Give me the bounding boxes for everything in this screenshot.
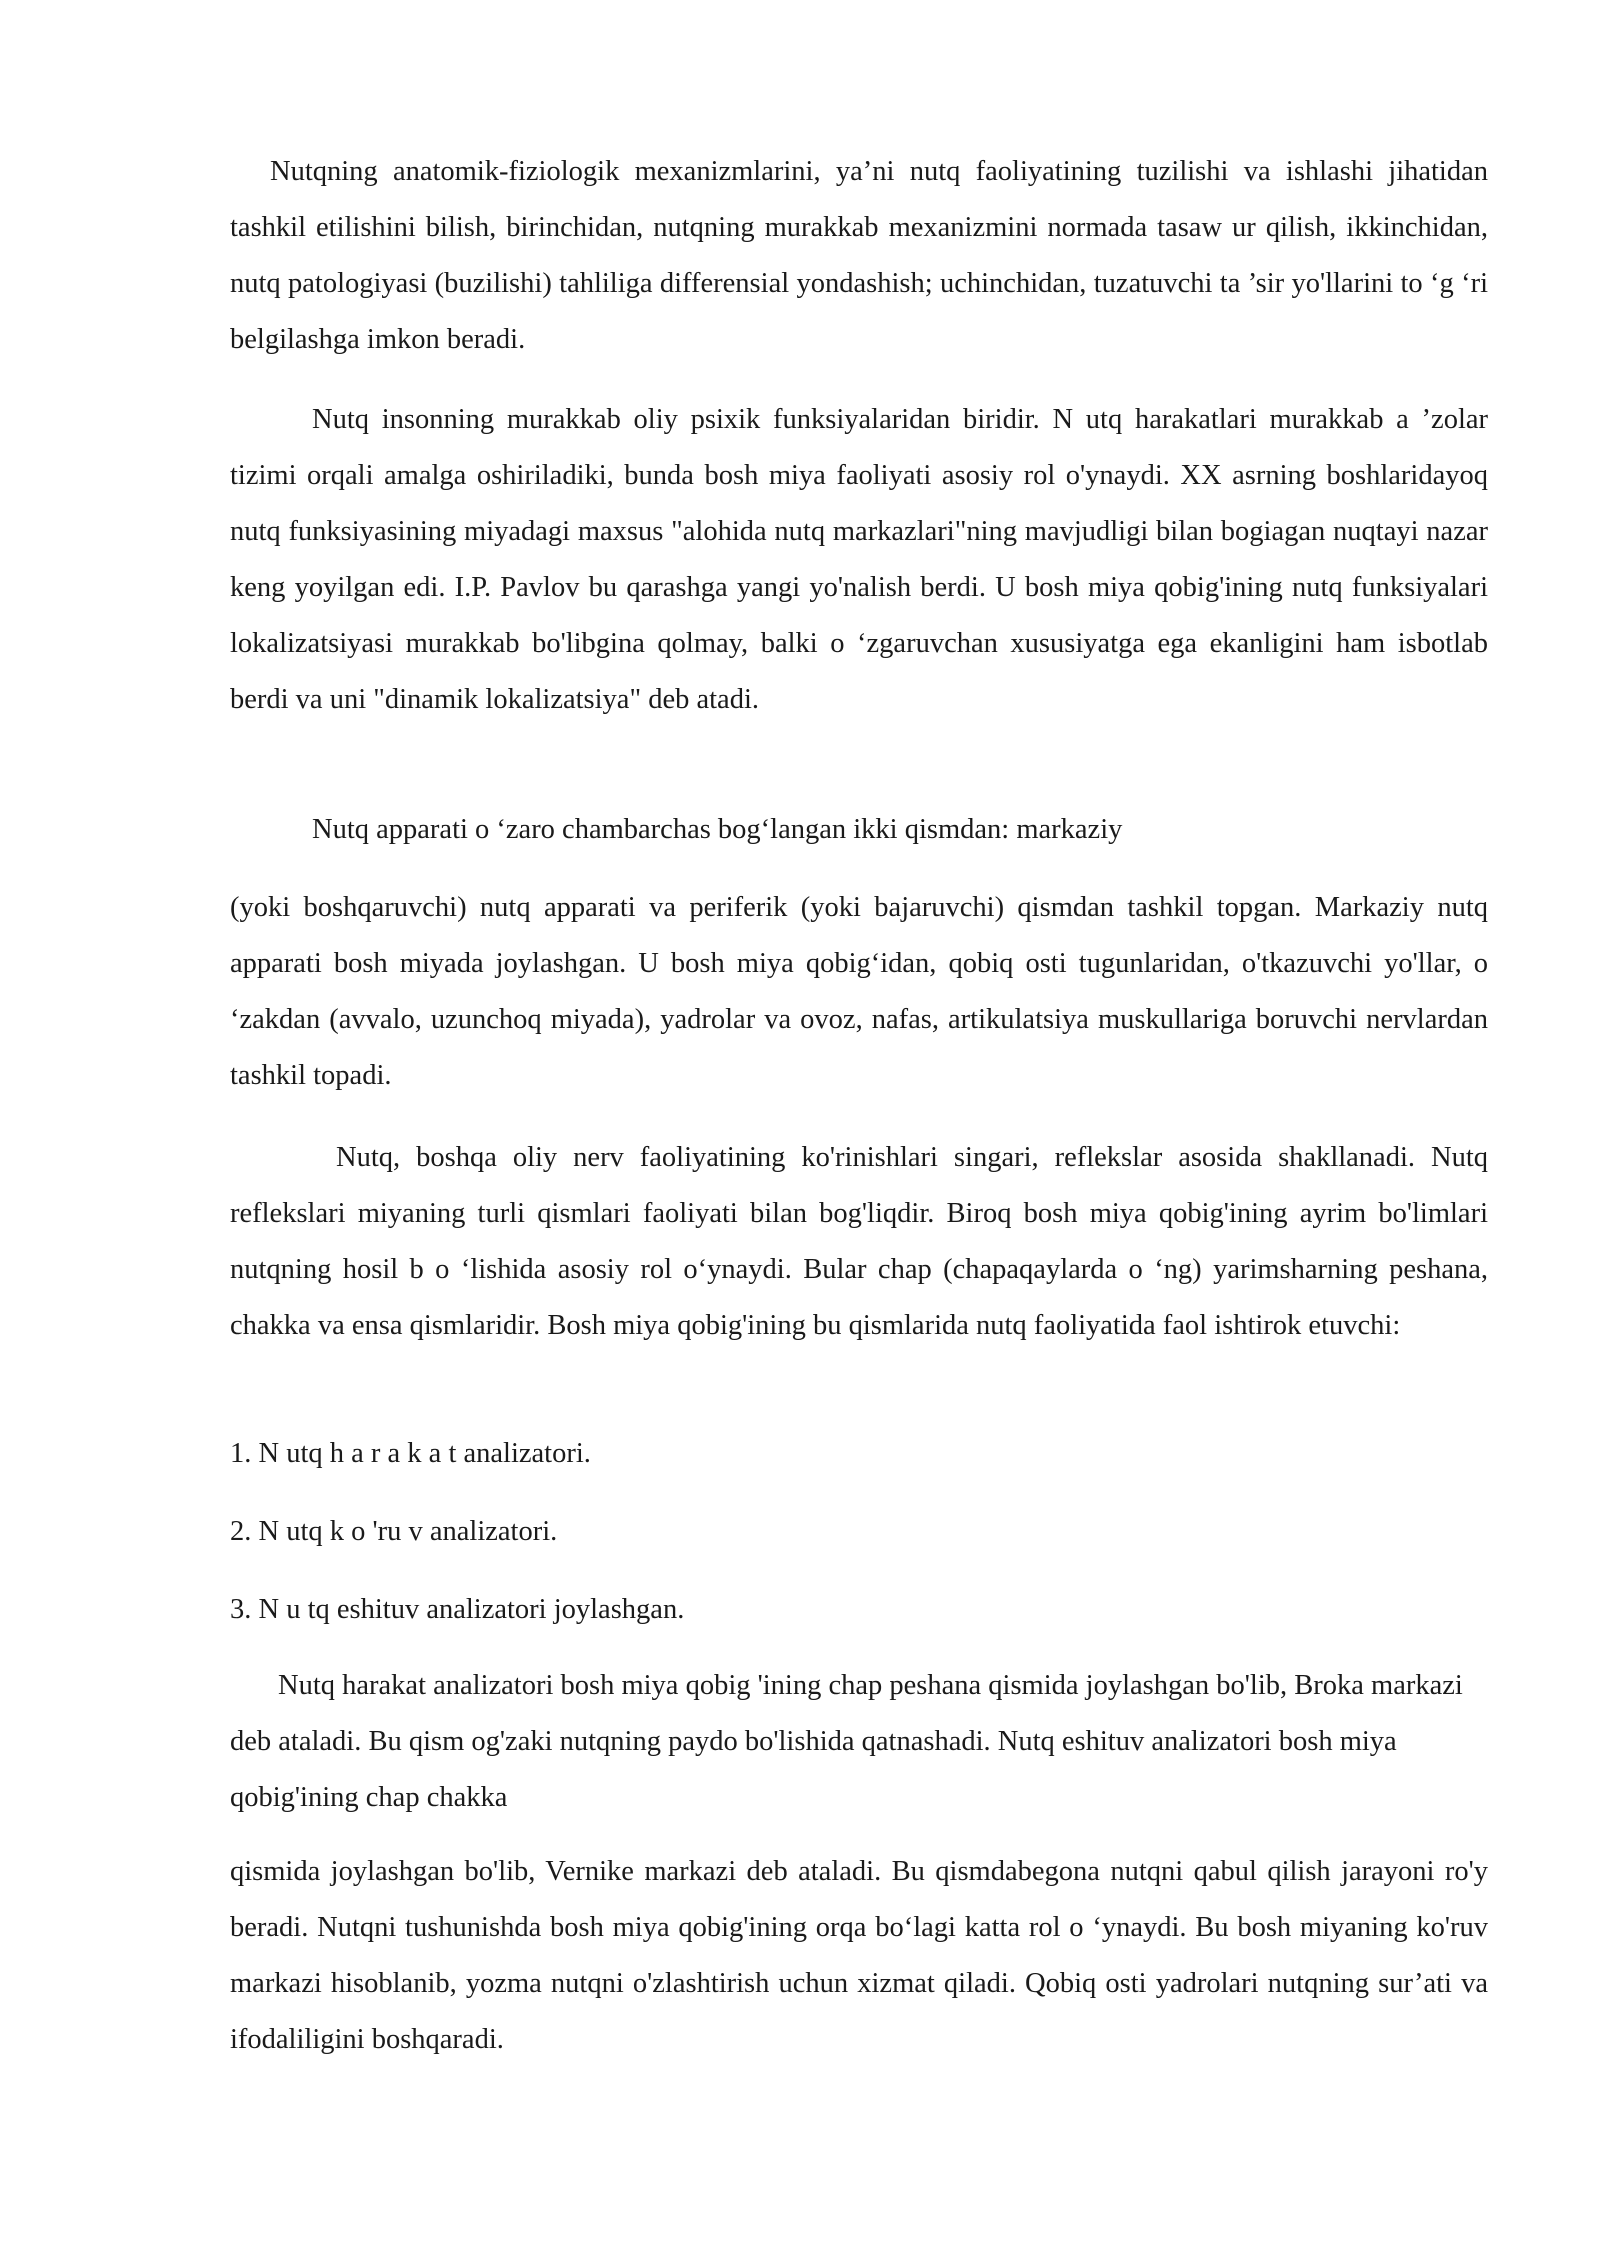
paragraph-reflexes: Nutq, boshqa oliy nerv faoliyatining ko'rinishlari singari, reflekslar asosida shakllanadi. Nutq reflekslari miyaning turli qismlari faoliyati bilan bog'liqdir. Biroq bosh miya qobig'ining ayrim bo'limlari nutqning hosil b o ‘lishida asosiy rol o‘ynaydi. Bular chap (chapaqaylarda o ‘ng) yarimsharning peshana, chakka va ensa qismlaridir. Bosh miya qobig'ining bu qismlarida nutq faoliyatida faol ishtirok etuvchi:	[230, 1142, 1488, 1341]
paragraph-anatomy-intro: Nutqning anatomik-fiziologik mexanizmlarini, ya’ni nutq faoliyatining tuzilishi va ishlashi jihatidan tashkil etilishini bilish, birinchidan, nutqning murakkab mexanizmini normada tasaw ur qilish, ikkinchidan, nutq patologiyasi (buzilishi) tahliliga differensial yondashish; uchinchidan, tuzatuvchi ta ’sir yo'llarini to ‘g ‘ri belgilashga imkon beradi.	[230, 156, 1488, 355]
list-item-motor-analyzer: 1. N utq h a r a k a t analizatori.	[230, 1438, 591, 1469]
paragraph-speech-apparatus-start: Nutq apparati o ‘zaro chambarchas bog‘langan ikki qismdan: markaziy	[312, 814, 1123, 845]
paragraph-speech-apparatus-cont: (yoki boshqaruvchi) nutq apparati va periferik (yoki bajaruvchi) qismdan tashkil topgan. Markaziy nutq apparati bosh miyada joylashgan. U bosh miya qobig‘idan, qobiq osti tugunlaridan, o'tkazuvchi yo'llar, o ‘zakdan (avvalo, uzunchoq miyada), yadrolar va ovoz, nafas, artikulatsiya muskullariga boruvchi nervlardan tashkil topadi.	[230, 892, 1488, 1091]
paragraph-speech-function: Nutq insonning murakkab oliy psixik funksiyalaridan biridir. N utq harakatlari murakkab a ’zolar tizimi orqali amalga oshiriladiki, bunda bosh miya faoliyati asosiy rol o'ynaydi. XX asrning boshlaridayoq nutq funksiyasining miyadagi maxsus "alohida nutq markazlari"ning mavjudligi bilan bogiagan nuqtayi nazar keng yoyilgan edi. I.P. Pavlov bu qarashga yangi yo'nalish berdi. U bosh miya qobig'ining nutq funksiyalari lokalizatsiyasi murakkab bo'libgina qolmay, balki o ‘zgaruvchan xususiyatga ega ekanligini ham isbotlab berdi va uni "dinamik lokalizatsiya" deb atadi.	[230, 404, 1488, 715]
paragraph-wernicke-center: qismida joylashgan bo'lib, Vernike markazi deb ataladi. Bu qismdabegona nutqni qabul qilish jarayoni ro'y beradi. Nutqni tushunishda bosh miya qobig'ining orqa bo‘lagi katta rol o ‘ynaydi. Bu bosh miyaning ko'ruv markazi hisoblanib, yozma nutqni o'zlashtirish uchun xizmat qiladi. Qobiq osti yadrolari nutqning sur’ati va ifodaliligini boshqaradi.	[230, 1856, 1488, 2055]
paragraph-broca-center: Nutq harakat analizatori bosh miya qobig 'ining chap peshana qismida joylashgan bo'lib, Broka markazi deb ataladi. Bu qism og'zaki nutqning paydo bo'lishida qatnashadi. Nutq eshituv analizatori bosh miya qobig'ining chap chakka	[230, 1670, 1463, 1813]
list-item-auditory-analyzer: 3. N u tq eshituv analizatori joylashgan.	[230, 1594, 685, 1625]
list-item-visual-analyzer: 2. N utq k o 'ru v analizatori.	[230, 1516, 558, 1547]
